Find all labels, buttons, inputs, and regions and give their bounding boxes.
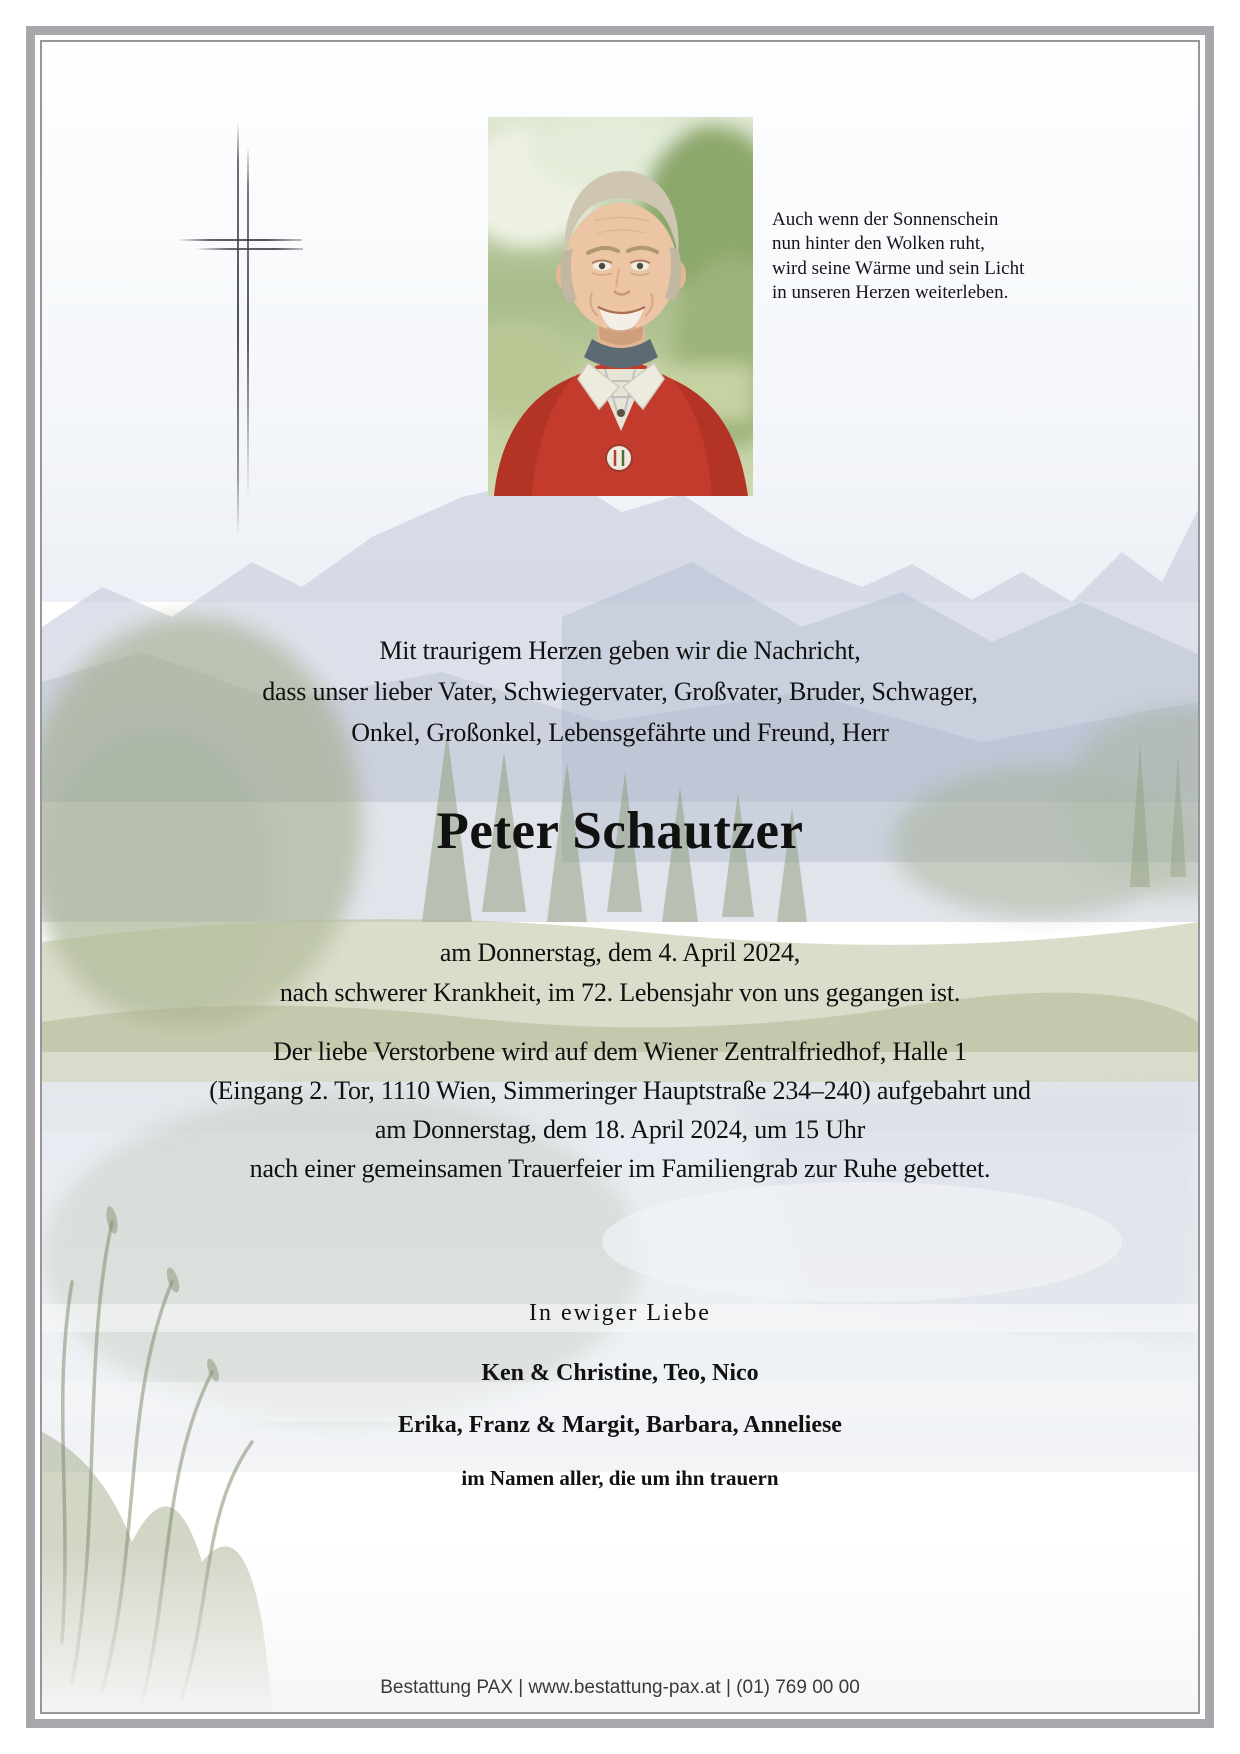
burial-info-line: Der liebe Verstorbene wird auf dem Wiener Zentralfriedhof, Halle 1 bbox=[273, 1037, 967, 1066]
burial-info-line: nach einer gemeinsamen Trauerfeier im Familiengrab zur Ruhe gebettet. bbox=[249, 1154, 991, 1183]
announcement-line: Mit traurigem Herzen geben wir die Nachricht, bbox=[379, 636, 861, 665]
burial-info-line: (Eingang 2. Tor, 1110 Wien, Simmeringer Hauptstraße 234–240) aufgebahrt und bbox=[209, 1076, 1031, 1105]
death-info-line: am Donnerstag, dem 4. April 2024, bbox=[439, 938, 801, 967]
death-info-line: nach schwerer Krankheit, im 72. Lebensjahr von uns gegangen ist. bbox=[279, 978, 961, 1007]
burial-info-line: am Donnerstag, dem 18. April 2024, um 15 Uhr bbox=[374, 1115, 866, 1144]
death-info-text bbox=[0, 933, 1240, 1013]
deceased-name-title: Peter Schautzer bbox=[436, 802, 804, 860]
cross-horizontal-line bbox=[178, 239, 302, 241]
closing-phrase: In ewiger Liebe bbox=[529, 1300, 711, 1326]
quote-line: in unseren Herzen weiterleben. bbox=[772, 281, 1009, 303]
memorial-cross-icon bbox=[175, 120, 305, 540]
quote-line: wird seine Wärme und sein Licht bbox=[772, 257, 1025, 279]
quote-line: Auch wenn der Sonnenschein bbox=[772, 209, 999, 230]
cross-vertical-line bbox=[237, 122, 239, 536]
memorial-quote bbox=[772, 208, 1072, 305]
announcement-line: Onkel, Großonkel, Lebensgefährte und Freund, Herr bbox=[351, 718, 889, 747]
announcement-line: dass unser lieber Vater, Schwiegervater, Großvater, Bruder, Schwager, bbox=[262, 677, 978, 706]
funeral-home-contact: Bestattung PAX | www.bestattung-pax.at | (01) 769 00 00 bbox=[380, 1677, 860, 1698]
burial-info-text bbox=[0, 1032, 1240, 1188]
announcement-text bbox=[0, 630, 1240, 753]
mourners-note: im Namen aller, die um ihn trauern bbox=[461, 1466, 779, 1490]
mourners-line: Ken & Christine, Teo, Nico bbox=[481, 1360, 759, 1386]
cross-horizontal-line bbox=[195, 248, 303, 250]
portrait-photo bbox=[488, 117, 753, 496]
quote-line: nun hinter den Wolken ruht, bbox=[772, 233, 985, 255]
cross-vertical-line bbox=[247, 146, 249, 498]
mourners-line: Erika, Franz & Margit, Barbara, Anneliese bbox=[398, 1412, 842, 1438]
